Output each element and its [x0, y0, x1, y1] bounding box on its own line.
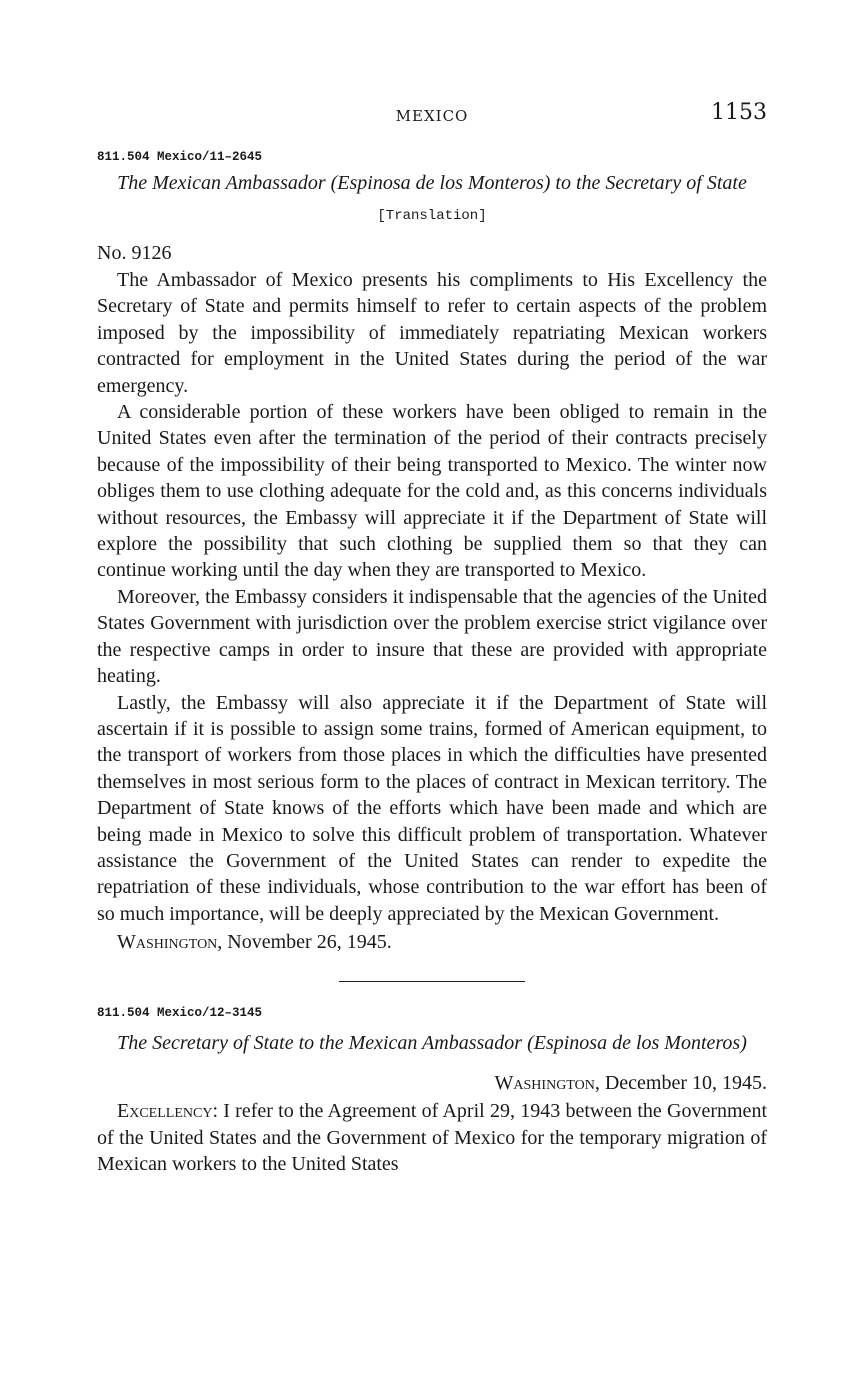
translation-note: [Translation] — [377, 208, 487, 224]
running-head — [97, 100, 767, 132]
date-text: , December 10, 1945. — [594, 1072, 767, 1095]
date-text: , November 26, 1945. — [217, 931, 392, 954]
salutation-punctuation: : — [212, 1100, 224, 1123]
place-name: Washington — [494, 1072, 595, 1095]
body-paragraph: The Ambassador of Mexico presents his compliments to His Excellency the Secretary of State and permits himself to refer to certain aspects of the problem imposed by the impossibility of immediately repatriating Mexican workers contracted for employment in the United States during the period of the war emergency. — [97, 269, 767, 397]
body-paragraph: Moreover, the Embassy considers it indispensable that the agencies of the United States Government with jurisdiction over the problem exercise strict vigilance over the respective camps in order to insure that these are provided with appropriate heating. — [97, 585, 767, 688]
place-name: Washington — [117, 931, 218, 954]
body-paragraph — [97, 1098, 767, 1177]
place-date-line — [97, 929, 767, 955]
running-title: MEXICO — [395, 107, 469, 125]
document-heading: The Secretary of State to the Mexican Ambassador (Espinosa de los Monteros) — [117, 1032, 747, 1055]
body-paragraph: A considerable portion of these workers have been obliged to remain in the United States even after the termination of the period of their contracts precisely because of the impossibility of their being transported to Mexico. The winter now obliges them to use clothing adequate for the cold and, as this concerns individuals without resources, the Embassy will appreciate it if the Department of State will explore the possibility that such clothing be supplied them so that they can continue working until the day when they are transported to Mexico. — [97, 401, 767, 582]
file-reference: 811.504 Mexico/12–3145 — [97, 1006, 263, 1021]
section-divider — [339, 981, 525, 982]
letter-text: I refer to the Agreement of April 29, 1943 between the Government of the United States and the Government of Mexico for the temporary migration of Mexican workers to the United States — [97, 1100, 767, 1175]
place-date-line — [97, 1070, 767, 1096]
salutation: Excellency — [117, 1100, 213, 1123]
body-paragraph: Lastly, the Embassy will also appreciate it if the Department of State will ascertain if it is possible to assign some trains, formed of American equipment, to the transport of workers from those places in which the difficulties have presented themselves in most serious form to the places of contract in Mexican territory. The Department of State knows of the efforts which have been made and which are being made in Mexico to solve this difficult problem of transportation. Whatever assistance the Government of the United States can render to expedite the repatriation of these individuals, whose contribution to the war effort has been of so much importance, will be deeply appreciated by the Mexican Government. — [97, 691, 767, 925]
page-number: 1153 — [711, 100, 767, 125]
file-reference: 811.504 Mexico/11–2645 — [97, 150, 263, 164]
document-page — [97, 100, 767, 1177]
document-number: No. 9126 — [97, 242, 172, 264]
document-heading: The Mexican Ambassador (Espinosa de los Monteros) to the Secretary of State — [117, 172, 747, 194]
